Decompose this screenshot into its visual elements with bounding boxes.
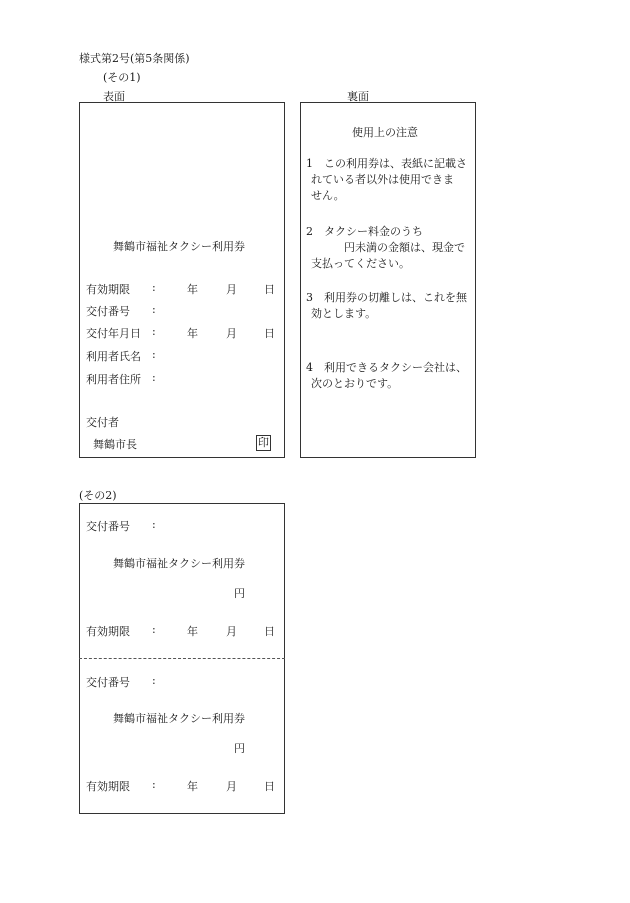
part2-label: (その2) xyxy=(79,489,117,502)
note-4-line-1: 4 利用できるタクシー会社は、 xyxy=(306,361,467,374)
part1-label: (その1) xyxy=(103,71,141,84)
validity-label: 有効期限 xyxy=(86,283,130,296)
front-side-box xyxy=(79,102,285,458)
coupon1-issue-number-label: 交付番号 xyxy=(86,520,130,533)
coupon2-validity-label: 有効期限 xyxy=(86,780,130,793)
issue-date-colon: : xyxy=(152,325,156,338)
note-1 xyxy=(306,156,467,204)
note-2-line-1: 2 タクシー料金のうち xyxy=(306,225,423,238)
coupon1-yen: 円 xyxy=(234,587,245,600)
note-1-line-2: れている者以外は使用できま xyxy=(311,173,454,186)
note-4 xyxy=(306,360,467,392)
coupon1-validity-colon: : xyxy=(152,623,156,636)
coupon2-colon: : xyxy=(152,674,156,687)
issue-number-label: 交付番号 xyxy=(86,305,130,318)
coupon2-month: 月 xyxy=(226,780,237,793)
seal-mark: 印 xyxy=(258,436,269,449)
coupon2-day: 日 xyxy=(264,780,275,793)
coupon2-ticket-title: 舞鶴市福祉タクシー利用券 xyxy=(113,712,245,725)
front-label: 表面 xyxy=(103,90,125,103)
issue-number-colon: : xyxy=(152,303,156,316)
validity-colon: : xyxy=(152,281,156,294)
validity-day: 日 xyxy=(264,283,275,296)
cut-line xyxy=(79,658,285,659)
note-1-line-3: せん。 xyxy=(311,189,345,202)
coupon1-month: 月 xyxy=(226,625,237,638)
validity-year: 年 xyxy=(187,283,198,296)
note-3-line-1: 3 利用券の切離しは、これを無 xyxy=(306,291,467,304)
back-label: 裏面 xyxy=(347,90,369,103)
front-ticket-title: 舞鶴市福祉タクシー利用券 xyxy=(113,240,245,253)
issue-date-day: 日 xyxy=(264,327,275,340)
issuer-name: 舞鶴市長 xyxy=(93,438,137,451)
issuer-label: 交付者 xyxy=(86,416,119,429)
coupon2-validity-colon: : xyxy=(152,778,156,791)
coupon1-colon: : xyxy=(152,518,156,531)
note-3 xyxy=(306,290,467,322)
coupon1-year: 年 xyxy=(187,625,198,638)
issue-date-year: 年 xyxy=(187,327,198,340)
coupon1-validity-label: 有効期限 xyxy=(86,625,130,638)
coupon2-yen: 円 xyxy=(234,742,245,755)
note-2 xyxy=(306,224,465,272)
note-2-line-2: 円未満の金額は、現金で xyxy=(311,241,465,254)
user-name-colon: : xyxy=(152,348,156,361)
issue-date-month: 月 xyxy=(226,327,237,340)
note-1-line-1: 1 この利用券は、表紙に記載さ xyxy=(306,157,467,170)
note-2-line-3: 支払ってください。 xyxy=(311,257,410,270)
coupon2-issue-number-label: 交付番号 xyxy=(86,676,130,689)
validity-month: 月 xyxy=(226,283,237,296)
user-address-label: 利用者住所 xyxy=(86,373,141,386)
note-4-line-2: 次のとおりです。 xyxy=(311,377,399,390)
note-3-line-2: 効とします。 xyxy=(311,307,377,320)
form-title: 様式第2号(第5条関係) xyxy=(79,52,190,65)
coupon1-ticket-title: 舞鶴市福祉タクシー利用券 xyxy=(113,557,245,570)
issue-date-label: 交付年月日 xyxy=(86,327,141,340)
coupon1-day: 日 xyxy=(264,625,275,638)
back-title: 使用上の注意 xyxy=(352,126,418,139)
coupon2-year: 年 xyxy=(187,780,198,793)
user-name-label: 利用者氏名 xyxy=(86,350,141,363)
user-address-colon: : xyxy=(152,371,156,384)
